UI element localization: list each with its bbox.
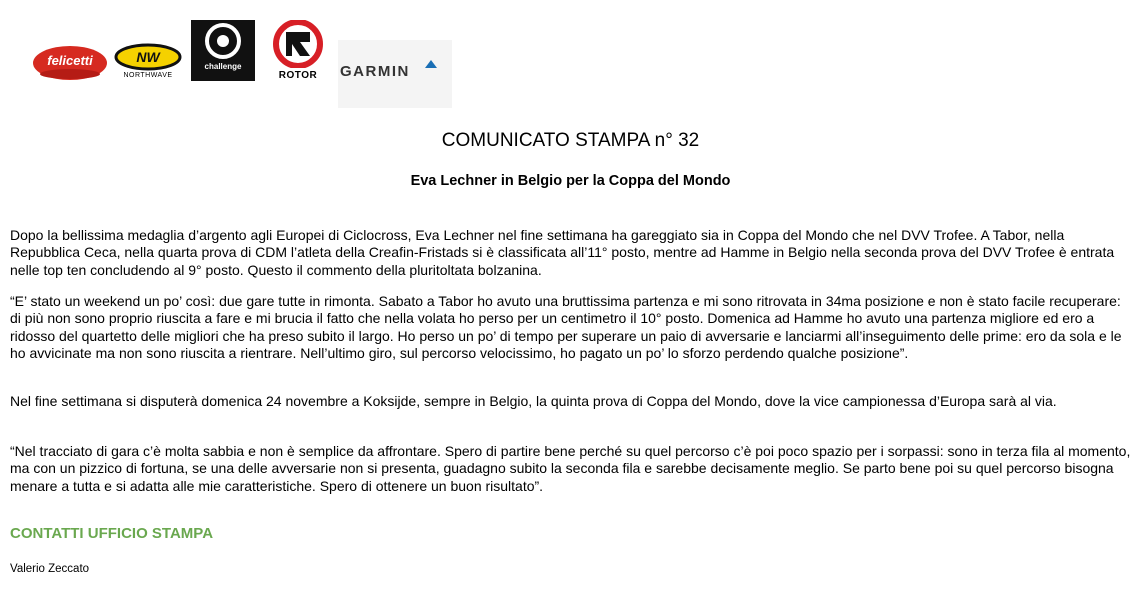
challenge-logo (191, 20, 255, 81)
press-release-title: COMUNICATO STAMPA n° 32 (441, 130, 700, 151)
northwave-logo-text: NORTHWAVE (123, 72, 173, 79)
paragraph-next-race: Nel fine settimana si disputerà domenica 24 novembre a Koksijde, sempre in Belgio, la quinta prova di Coppa del Mondo, dove la vice campionessa d’Europa sarà al via. (10, 393, 1057, 409)
sponsor-logos (0, 0, 1141, 110)
felicetti-logo (32, 44, 108, 82)
paragraph-quote-koksijde: “Nel tracciato di gara c’è molta sabbia e non è semplice da affrontare. Spero di partire bene perché su quel percorso c’è poi poco spazio per i sorpassi: sono in terza fila al momento, ma con un pizzico di fortuna, se una delle avversarie non si presenta, guadagno subito la seconda fila e sarebbe decisamente meglio. Se parto bene poi su quel percorso bisogna menare a tutta e si adatta alle mie caratteristiche. Spero di ottenere un buon risultato”. (10, 443, 1131, 494)
rotor-logo (266, 20, 330, 84)
contacts-heading: CONTATTI UFFICIO STAMPA (10, 525, 214, 542)
northwave-logo (114, 42, 182, 84)
felicetti-logo-text: felicetti (47, 53, 93, 68)
garmin-logo (338, 40, 452, 108)
svg-text:NW: NW (136, 49, 160, 65)
garmin-logo-text: GARMIN (340, 63, 410, 80)
paragraph-intro: Dopo la bellissima medaglia d’argento agli Europei di Ciclocross, Eva Lechner nel fine settimana ha gareggiato sia in Coppa del Mondo che nel DVV Trofee. A Tabor, nella Repubblica Ceca, nella quarta prova di CDM l’atleta della Creafin-Fristads si è classificata all’11° posto, mentre ad Hamme in Belgio nella seconda prova del DVV Trofee è entrata nelle top ten concludendo al 9° posto. Questo il commento della pluritoltata bolzanina. (10, 227, 1115, 278)
challenge-logo-text: challenge (204, 62, 242, 71)
rotor-logo-text: ROTOR (278, 70, 318, 81)
contact-name: Valerio Zeccato (10, 563, 90, 575)
paragraph-quote-weekend: “E’ stato un weekend un po’ così: due gare tutte in rimonta. Sabato a Tabor ho avuto una bruttissima partenza e mi sono ritrovata in 34ma posizione e non è stato facile recuperare: di più non sono proprio riuscita a fare e mi brucia il fatto che nella volata ho perso per un centimetro il 10° posto. Domenica ad Hamme ho avuto una partenza migliore ed ero a ridosso del quartetto delle migliori che ha preso subito il largo. Ho perso un po’ di tempo per superare un paio di avversarie e lanciarmi all’inseguimento delle prime: ero da sola e le ho avvicinate ma non sono riuscita a rientrare. Nell’ultimo giro, sul percorso velocissimo, ho pagato un po’ lo sforzo perdendo qualche posizione”. (10, 293, 1122, 361)
press-release-subtitle: Eva Lechner in Belgio per la Coppa del Mondo (410, 173, 731, 189)
